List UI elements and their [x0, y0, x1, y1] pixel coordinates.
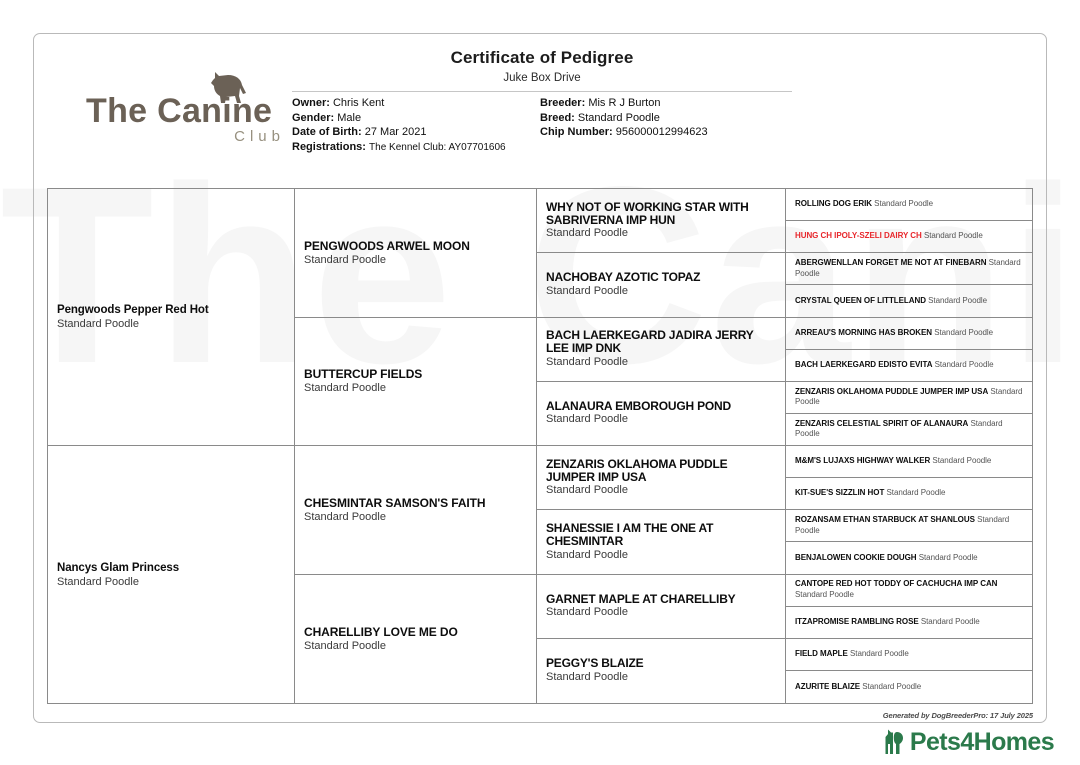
pedigree-cell-g4-14: [786, 639, 1032, 671]
ancestor-entry: [795, 328, 1024, 339]
pedigree-cell-g2-1: [295, 318, 537, 447]
pedigree-generation-3: [537, 189, 786, 703]
pedigree-cell-g4-3: [786, 285, 1032, 317]
ancestor-entry: [795, 488, 1024, 499]
ancestor-name: M&M'S LUJAXS HIGHWAY WALKER: [795, 456, 931, 466]
pedigree-table: [47, 188, 1033, 704]
pedigree-cell-g3-7: [537, 639, 786, 703]
ancestor-breed: Standard Poodle: [923, 231, 983, 241]
pedigree-cell-g4-1: [786, 221, 1032, 253]
ancestor-name: ITZAPROMISE RAMBLING ROSE: [795, 616, 919, 626]
page-title: Certificate of Pedigree: [450, 48, 634, 67]
info-value-chip-number: 956000012994623: [615, 126, 708, 139]
pedigree-cell-g1-0: [48, 189, 295, 446]
ancestor-breed: Standard Poodle: [934, 327, 994, 337]
logo-primary-text: The Canine: [86, 92, 273, 130]
ancestor-breed: Standard Poodle: [874, 199, 934, 209]
info-label-breed: Breed:: [540, 111, 575, 124]
info-row-owner: [292, 96, 540, 111]
ancestor-breed: Standard Poodle: [546, 284, 628, 297]
ancestor-breed: Standard Poodle: [304, 510, 386, 523]
pedigree-cell-g3-2: [537, 318, 786, 382]
pedigree-cell-g4-2: [786, 253, 1032, 285]
ancestor-entry: [795, 419, 1024, 440]
pedigree-cell-g4-4: [786, 318, 1032, 350]
pedigree-cell-g1-1: [48, 446, 295, 703]
info-value-registrations: The Kennel Club: AY07701606: [369, 141, 506, 153]
pedigree-cell-g3-4: [537, 446, 786, 510]
pedigree-generation-4: [786, 189, 1032, 703]
header-divider: [292, 91, 792, 92]
ancestor-name: ARREAU'S MORNING HAS BROKEN: [795, 327, 933, 337]
ancestor-breed: Standard Poodle: [932, 456, 992, 466]
ancestor-name: GARNET MAPLE AT CHARELLIBY: [546, 591, 736, 606]
certificate-title-block: [292, 48, 792, 92]
ancestor-breed: Standard Poodle: [57, 575, 139, 588]
canine-club-logo: [86, 70, 291, 156]
pedigree-cell-g4-10: [786, 510, 1032, 542]
ancestor-breed: Standard Poodle: [57, 318, 139, 330]
info-row-gender: [292, 111, 540, 126]
ancestor-name: BACH LAERKEGARD EDISTO EVITA: [795, 359, 933, 369]
ancestor-name: ROLLING DOG ERIK: [795, 199, 872, 209]
ancestor-name: ZENZARIS OKLAHOMA PUDDLE JUMPER IMP USA: [546, 456, 728, 484]
ancestor-name: BUTTERCUP FIELDS: [304, 367, 423, 382]
ancestor-entry: [795, 296, 1024, 307]
dog-name-subtitle: Juke Box Drive: [503, 72, 581, 84]
ancestor-name: BENJALOWEN COOKIE DOUGH: [795, 552, 917, 562]
ancestor-entry: [795, 199, 1024, 210]
logo-secondary-text: Club: [234, 128, 285, 145]
ancestor-entry: [795, 682, 1024, 693]
generated-by-text: Generated by DogBreederPro: 17 July 2025: [882, 711, 1033, 720]
ancestor-breed: Standard Poodle: [546, 606, 628, 619]
ancestor-name: ABERGWENLLAN FORGET ME NOT AT FINEBARN: [795, 258, 987, 268]
ancestor-name: AZURITE BLAIZE: [795, 681, 861, 691]
ancestor-breed: Standard Poodle: [795, 258, 1021, 278]
ancestor-entry: [795, 553, 1024, 564]
ancestor-entry: [795, 649, 1024, 660]
pedigree-cell-g4-11: [786, 542, 1032, 574]
pedigree-cell-g3-3: [537, 382, 786, 446]
info-label-gender: Gender:: [292, 111, 335, 124]
ancestor-entry: [795, 515, 1024, 536]
ancestor-breed: Standard Poodle: [546, 670, 628, 683]
info-value-gender: Male: [337, 111, 362, 124]
pedigree-cell-g4-13: [786, 607, 1032, 639]
ancestor-breed: Standard Poodle: [862, 681, 922, 691]
info-label-registrations: Registrations:: [292, 140, 366, 153]
info-row-breeder: [540, 96, 870, 111]
pedigree-cell-g4-15: [786, 671, 1032, 703]
pedigree-cell-g4-0: [786, 189, 1032, 221]
info-label-breeder: Breeder:: [540, 97, 586, 109]
pedigree-cell-g2-3: [295, 575, 537, 704]
ancestor-name-highlighted: HUNG CH IPOLY-SZELI DAIRY CH: [795, 231, 922, 241]
ancestor-name: ALANAURA EMBOROUGH POND: [546, 398, 731, 413]
pedigree-cell-g2-0: [295, 189, 537, 318]
ancestor-name: SHANESSIE I AM THE ONE AT CHESMINTAR: [546, 520, 714, 549]
pedigree-cell-g4-12: [786, 575, 1032, 607]
ancestor-entry: [795, 258, 1024, 279]
ancestor-breed: Standard Poodle: [304, 382, 386, 395]
info-value-owner: Chris Kent: [332, 97, 385, 109]
info-value-breed: Standard Poodle: [577, 111, 660, 124]
ancestor-breed: Standard Poodle: [795, 515, 1010, 535]
pets4homes-logo: [885, 729, 1054, 755]
ancestor-name: PEGGY'S BLAIZE: [546, 656, 644, 671]
ancestor-entry: [795, 456, 1024, 467]
pedigree-cell-g4-7: [786, 414, 1032, 446]
ancestor-breed: Standard Poodle: [795, 386, 1023, 407]
ancestor-name: ZENZARIS OKLAHOMA PUDDLE JUMPER IMP USA: [795, 386, 989, 396]
certificate-header: [34, 34, 1046, 182]
ancestor-name: BACH LAERKEGARD JADIRA JERRY LEE IMP DNK: [546, 328, 754, 356]
dog-info-grid: [292, 96, 1052, 155]
ancestor-breed: Standard Poodle: [304, 253, 386, 266]
ancestor-breed: Standard Poodle: [546, 413, 628, 426]
ancestor-name: PENGWOODS ARWEL MOON: [304, 238, 470, 253]
ancestor-entry: [795, 360, 1024, 371]
ancestor-breed: Standard Poodle: [918, 552, 978, 562]
pedigree-cell-g3-1: [537, 253, 786, 317]
ancestor-breed: Standard Poodle: [795, 418, 1003, 439]
info-row-breed: [540, 111, 870, 126]
ancestor-breed: Standard Poodle: [934, 359, 994, 369]
dog-info-right-column: [540, 96, 870, 155]
info-value-date-of-birth: 27 Mar 2021: [364, 126, 427, 139]
ancestor-breed: Standard Poodle: [849, 649, 909, 659]
ancestor-name: CRYSTAL QUEEN OF LITTLELAND: [795, 295, 926, 305]
info-row-registrations: [292, 140, 540, 156]
pedigree-cell-g4-6: [786, 382, 1032, 414]
pedigree-generation-2: [295, 189, 537, 703]
ancestor-breed: Standard Poodle: [546, 484, 628, 497]
ancestor-entry: [795, 387, 1024, 408]
ancestor-name: CHARELLIBY LOVE ME DO: [304, 624, 458, 639]
ancestor-name: FIELD MAPLE: [795, 649, 848, 659]
info-row-chip-number: [540, 125, 870, 140]
pets4homes-dog-icon: [885, 729, 907, 755]
ancestor-breed: Standard Poodle: [546, 355, 628, 368]
ancestor-name: Pengwoods Pepper Red Hot: [57, 304, 209, 316]
ancestor-name: CHESMINTAR SAMSON'S FAITH: [304, 495, 486, 510]
ancestor-breed: Standard Poodle: [795, 590, 854, 600]
ancestor-breed: Standard Poodle: [546, 548, 628, 561]
info-value-breeder: Mis R J Burton: [588, 97, 661, 109]
ancestor-name: Nancys Glam Princess: [57, 561, 180, 574]
ancestor-name: CANTOPE RED HOT TODDY OF CACHUCHA IMP CAN: [795, 579, 998, 589]
ancestor-breed: Standard Poodle: [920, 616, 980, 626]
pets4homes-brand-text: Pets4Homes: [909, 727, 1054, 756]
dog-info-left-column: [292, 96, 540, 155]
info-row-date-of-birth: [292, 125, 540, 140]
ancestor-breed: Standard Poodle: [886, 488, 946, 498]
ancestor-name: KIT-SUE'S SIZZLIN HOT: [795, 488, 885, 498]
pedigree-generation-1: [48, 189, 295, 703]
pedigree-cell-g3-6: [537, 575, 786, 639]
pedigree-cell-g3-5: [537, 510, 786, 574]
ancestor-name: ROZANSAM ETHAN STARBUCK AT SHANLOUS: [795, 515, 975, 525]
ancestor-entry: [795, 617, 1024, 628]
pedigree-cell-g4-5: [786, 350, 1032, 382]
ancestor-breed: Standard Poodle: [304, 639, 386, 652]
pedigree-cell-g4-9: [786, 478, 1032, 510]
ancestor-name: WHY NOT OF WORKING STAR WITH SABRIVERNA IMP HUN: [546, 199, 749, 227]
ancestor-entry: [795, 579, 1024, 600]
pedigree-cell-g3-0: [537, 189, 786, 253]
pedigree-cell-g4-8: [786, 446, 1032, 478]
info-label-date-of-birth: Date of Birth:: [292, 126, 362, 139]
ancestor-breed: Standard Poodle: [546, 227, 628, 240]
pedigree-cell-g2-2: [295, 446, 537, 575]
info-label-chip-number: Chip Number:: [540, 126, 613, 139]
ancestor-entry: [795, 231, 1024, 242]
ancestor-name: ZENZARIS CELESTIAL SPIRIT OF ALANAURA: [795, 418, 969, 428]
ancestor-name: NACHOBAY AZOTIC TOPAZ: [546, 270, 701, 285]
ancestor-breed: Standard Poodle: [928, 295, 987, 305]
info-label-owner: Owner:: [292, 97, 330, 109]
